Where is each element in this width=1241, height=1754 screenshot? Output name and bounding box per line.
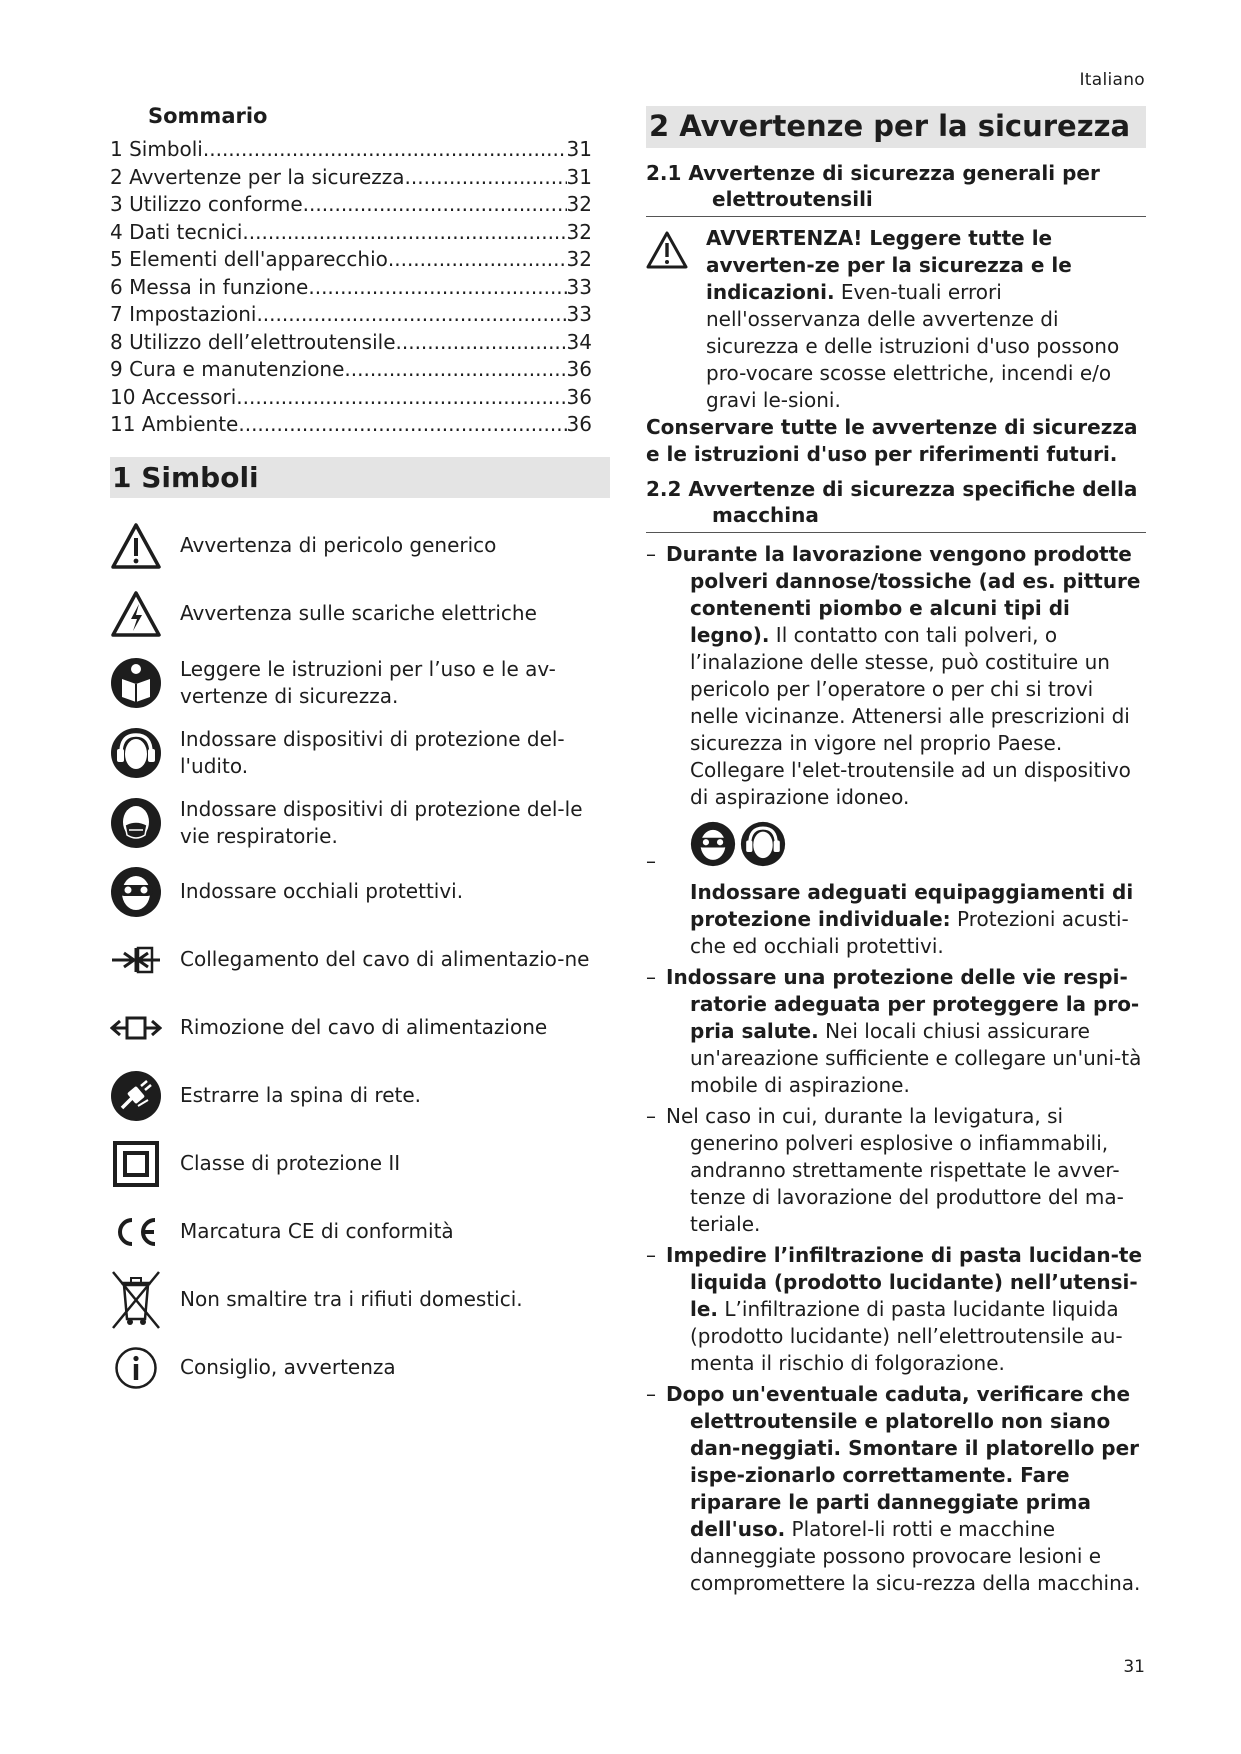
symbol-description: Indossare occhiali protettivi.: [180, 879, 464, 903]
symbol-description: Indossare dispositivi di protezione del-l'udito.: [180, 726, 565, 778]
symbol-description: Avvertenza di pericolo generico: [180, 533, 497, 557]
toc-entry[interactable]: 2 Avvertenze per la sicurezza ..... 31: [110, 164, 592, 192]
symbol-row: [110, 1070, 610, 1122]
respiratory-protection-icon: [110, 797, 162, 849]
subsection-heading-2-1: 2.1 Avvertenze di sicurezza generali per elettroutensili: [646, 160, 1146, 217]
symbol-description: Marcatura CE di conformità: [180, 1219, 454, 1243]
symbol-row: [110, 1274, 610, 1326]
read-manual-icon: [110, 657, 162, 709]
protection-class-2-icon: [110, 1138, 162, 1190]
symbol-row: [110, 1002, 610, 1054]
symbol-row: [110, 588, 610, 640]
list-item: – Impedire l’infiltrazione di pasta lucidan-te liquida (prodotto lucidante) nell’utensi-le. L’infiltrazione di pasta lucidante liquida (prodotto lucidante) nell’elettroutensile au-menta il rischio di folgorazione.: [646, 1243, 1143, 1375]
ear-protection-icon: [110, 727, 162, 779]
symbol-row: [110, 520, 610, 572]
symbols-list: [110, 520, 610, 1394]
left-column: [110, 104, 610, 1410]
info-icon: [110, 1342, 162, 1394]
symbol-description: Classe di protezione II: [180, 1151, 401, 1175]
list-item: – Indossare una protezione delle vie respi-ratorie adeguata per proteggere la pro-pria salute. Nei locali chiusi assicurare un'areazione sufficiente e collegare un'uni-tà mobile di aspirazione.: [646, 965, 1142, 1097]
list-item: – Dopo un'eventuale caduta, verificare che elettroutensile e platorello non siano dan-neggiati. Smontare il platorello per ispe-zionarlo correttamente. Fare riparare le parti danneggiate prima dell'uso. Platorel-li rotti e macchine danneggiate possono provocare lesioni e compromettere la sicu-rezza della macchina.: [646, 1382, 1141, 1595]
symbol-description: Indossare dispositivi di protezione del-le vie respiratorie.: [180, 796, 583, 848]
list-item-ppe-text: Indossare adeguati equipaggiamenti di protezione individuale: Protezioni acusti-che ed occhiali protettivi.: [690, 880, 1134, 958]
general-warning-paragraph: [646, 225, 1146, 414]
unplug-icon: [110, 1070, 162, 1122]
toc-title: Sommario: [148, 104, 268, 128]
keep-instructions-text: Conservare tutte le avvertenze di sicurezza e le istruzioni d'uso per riferimenti futuri.: [646, 415, 1138, 466]
ppe-icons-row: [646, 821, 1146, 873]
warning-bold-text: AVVERTENZA! Leggere tutte le avverten-ze per la sicurezza e le indicazioni.: [706, 226, 1072, 304]
symbol-row: [110, 1206, 610, 1258]
symbol-description: Consiglio, avvertenza: [180, 1355, 396, 1379]
toc-entry[interactable]: 3 Utilizzo conforme ..... 32: [110, 191, 592, 219]
page-number: 31: [1123, 1657, 1145, 1677]
subsection-heading-2-2: 2.2 Avvertenze di sicurezza specifiche della macchina: [646, 476, 1146, 533]
symbol-row: [110, 1342, 610, 1394]
toc-entry[interactable]: 4 Dati tecnici ..... 32: [110, 219, 592, 247]
symbol-row: [110, 934, 610, 986]
ear-protection-icon: [740, 821, 786, 871]
toc-entry[interactable]: 7 Impostazioni ..... 33: [110, 301, 592, 329]
page-language-label: Italiano: [1079, 70, 1145, 90]
list-item: – Nel caso in cui, durante la levigatura, si generino polveri esplosive o infiammabili, andranno strettamente rispettate le avver-tenze di lavorazione del produttore del ma-teriale.: [646, 1104, 1124, 1236]
warning-triangle-icon: [110, 520, 162, 572]
toc-entry[interactable]: 11 Ambiente ..... 36: [110, 411, 592, 439]
list-dash: –: [646, 849, 656, 873]
section-heading-symbols: 1 Simboli: [110, 457, 610, 498]
symbol-description: Collegamento del cavo di alimentazio-ne: [180, 947, 590, 971]
symbol-description: Non smaltire tra i rifiuti domestici.: [180, 1287, 523, 1311]
symbol-row: [110, 866, 610, 918]
toc-entry[interactable]: 5 Elementi dell'apparecchio ..... 32: [110, 246, 592, 274]
eye-protection-icon: [110, 866, 162, 918]
toc-entry[interactable]: 1 Simboli ..... 31: [110, 136, 592, 164]
toc-entry[interactable]: 8 Utilizzo dell’elettroutensile ..... 34: [110, 329, 592, 357]
symbol-description: Leggere le istruzioni per l’uso e le av-vertenze di sicurezza.: [180, 656, 556, 708]
electric-shock-icon: [110, 588, 162, 640]
warning-body-text: Even-tuali errori nell'osservanza delle avvertenze di sicurezza e delle istruzioni d'uso possono pro-vocare scosse elettriche, incendi e/o gravi le-sioni.: [706, 280, 1120, 412]
ce-mark-icon: [110, 1206, 162, 1258]
right-column: [646, 106, 1146, 1601]
eye-protection-icon: [690, 821, 736, 871]
list-item: – Durante la lavorazione vengono prodotte polveri dannose/tossiche (ad es. pitture contenenti piombo e alcuni tipi di legno). Il contatto con tali polveri, o l’inalazione delle stesse, può costituire un pericolo per l’operatore o per chi si trovi nelle vicinanze. Attenersi alle prescrizioni di sicurezza in vigore nel proprio Paese. Collegare l'elet-troutensile ad un dispositivo di aspirazione idoneo.: [646, 542, 1141, 809]
section-heading-safety: 2 Avvertenze per la sicurezza: [646, 106, 1146, 148]
toc-entry[interactable]: 6 Messa in funzione ..... 33: [110, 274, 592, 302]
symbol-description: Estrarre la spina di rete.: [180, 1083, 422, 1107]
symbol-row: [110, 796, 610, 850]
symbol-description: Rimozione del cavo di alimentazione: [180, 1015, 548, 1039]
cable-connect-icon: [110, 934, 162, 986]
symbol-description: Avvertenza sulle scariche elettriche: [180, 601, 537, 625]
cable-remove-icon: [110, 1002, 162, 1054]
symbol-row: [110, 1138, 610, 1190]
weee-bin-icon: [110, 1274, 162, 1326]
symbol-row: [110, 656, 610, 710]
toc-entry[interactable]: 9 Cura e manutenzione ..... 36: [110, 356, 592, 384]
symbol-row: [110, 726, 610, 780]
toc-entry[interactable]: 10 Accessori ..... 36: [110, 384, 592, 412]
toc-list: [110, 136, 610, 439]
warning-triangle-icon: [646, 231, 688, 276]
